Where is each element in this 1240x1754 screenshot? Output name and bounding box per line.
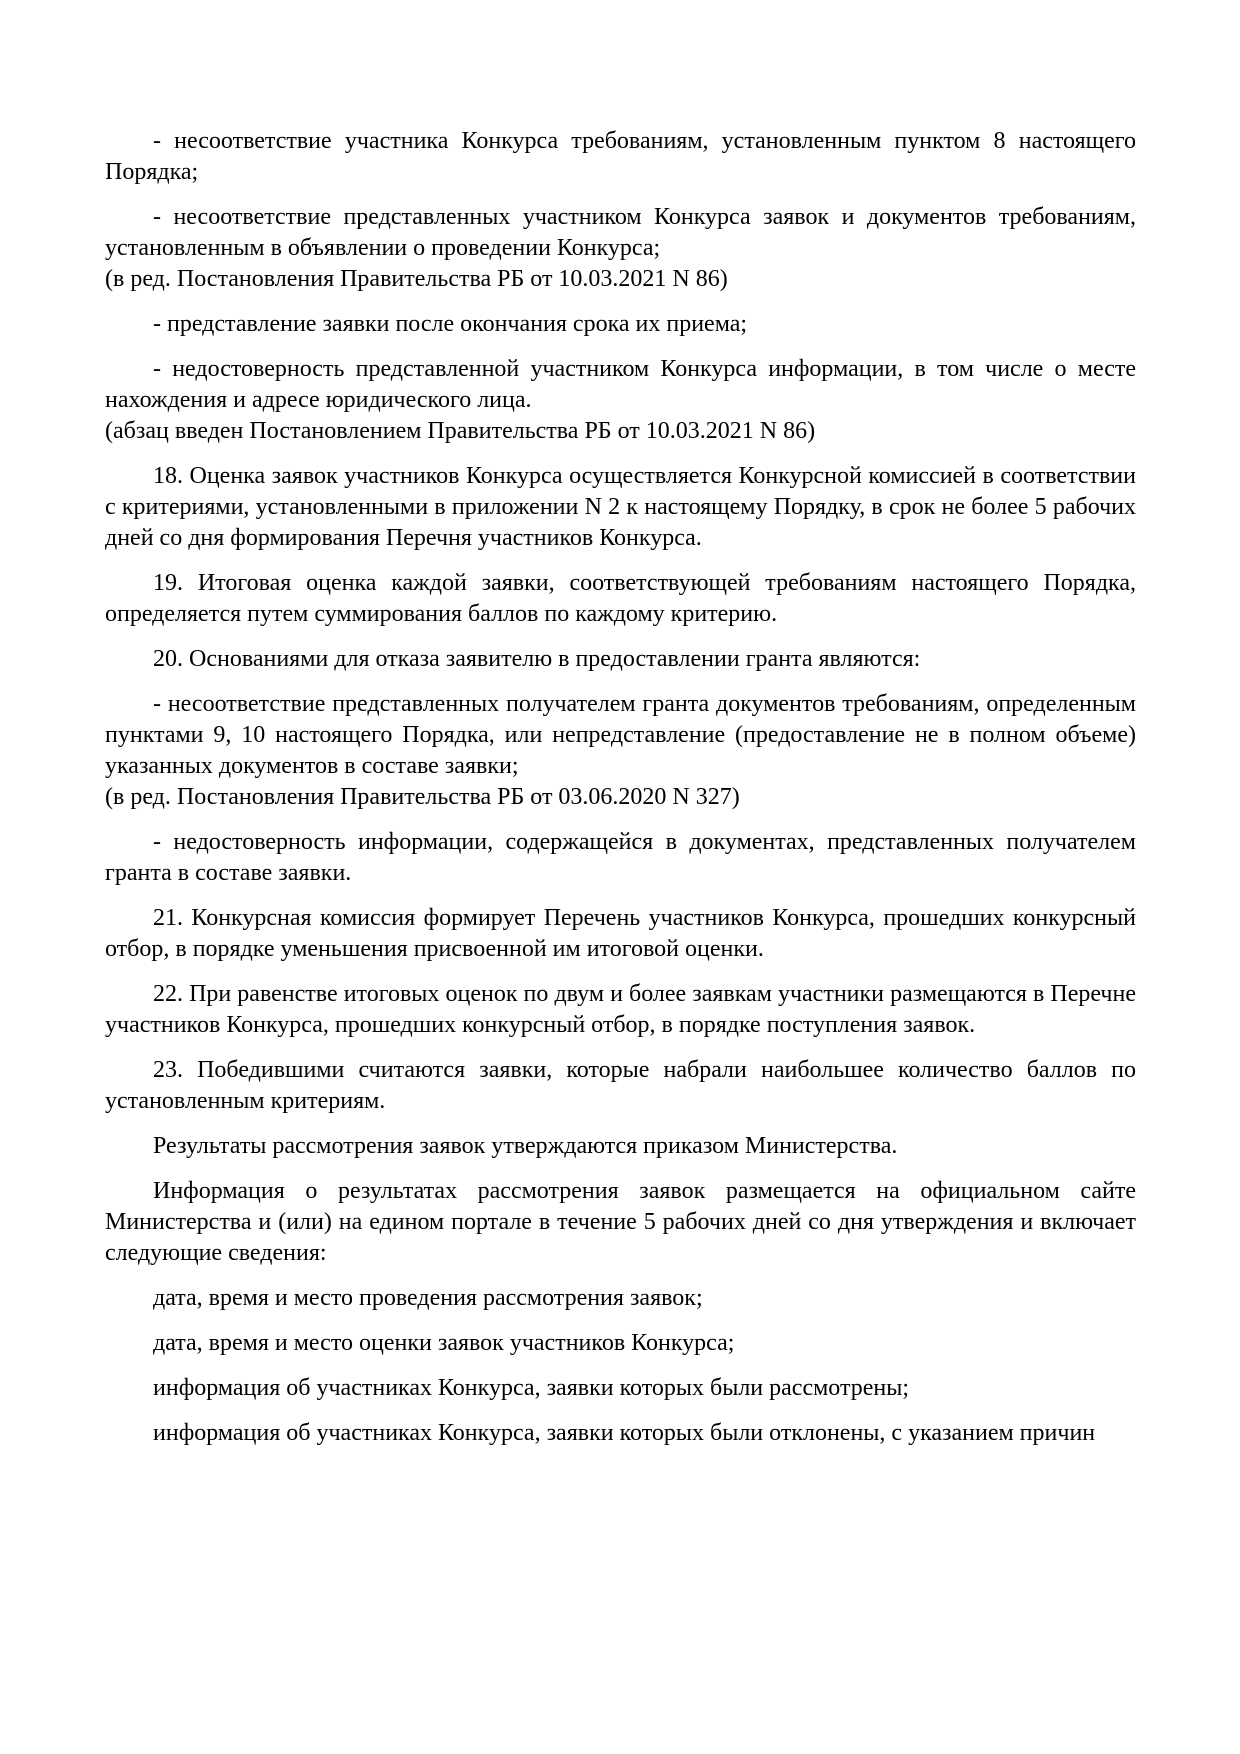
paragraph-text: 20. Основаниями для отказа заявителю в предоставлении гранта являются: [153,646,921,672]
paragraph [105,644,1136,675]
paragraph-text: - несоответствие представленных участником Конкурса заявок и документов требованиям, установленным в объявлении о проведении Конкурса; [105,204,1136,261]
paragraph [105,827,1136,889]
paragraph [105,202,1136,295]
paragraph-text: дата, время и место проведения рассмотрения заявок; [153,1285,703,1311]
paragraph-text: - представление заявки после окончания срока их приема; [153,311,748,337]
paragraph [105,354,1136,447]
paragraph [105,1176,1136,1269]
paragraph-text: - несоответствие представленных получателем гранта документов требованиям, определенным пунктами 9, 10 настоящего Порядка, или непредставление (предоставление не в полном объеме) указанных документов в составе заявки; [105,691,1136,779]
paragraph-text: - недостоверность представленной участником Конкурса информации, в том числе о месте нахождения и адресе юридического лица. [105,356,1136,413]
amendment-note: (в ред. Постановления Правительства РБ от 03.06.2020 N 327) [105,784,740,810]
paragraph [105,1418,1136,1449]
paragraph-text: - несоответствие участника Конкурса требованиям, установленным пунктом 8 настоящего Порядка; [105,128,1136,185]
paragraph [105,461,1136,554]
paragraph-text: Результаты рассмотрения заявок утверждаются приказом Министерства. [153,1133,898,1159]
paragraph-text: 19. Итоговая оценка каждой заявки, соответствующей требованиям настоящего Порядка, определяется путем суммирования баллов по каждому критерию. [105,570,1136,627]
paragraph-text: Информация о результатах рассмотрения заявок размещается на официальном сайте Министерства и (или) на едином портале в течение 5 рабочих дней со дня утверждения и включает следующие сведения: [105,1178,1136,1266]
paragraph-text: - недостоверность информации, содержащейся в документах, представленных получателем гранта в составе заявки. [105,829,1136,886]
paragraph [105,1328,1136,1359]
paragraph-text: информация об участниках Конкурса, заявки которых были отклонены, с указанием причин [153,1420,1096,1446]
paragraph-text: 18. Оценка заявок участников Конкурса осуществляется Конкурсной комиссией в соответствии с критериями, установленными в приложении N 2 к настоящему Порядку, в срок не более 5 рабочих дней со дня формирования Перечня участников Конкурса. [105,463,1136,551]
paragraph [105,126,1136,188]
paragraph [105,309,1136,340]
paragraph-text: 23. Победившими считаются заявки, которые набрали наибольшее количество баллов по установленным критериям. [105,1057,1136,1114]
paragraph-text: 21. Конкурсная комиссия формирует Перечень участников Конкурса, прошедших конкурсный отбор, в порядке уменьшения присвоенной им итоговой оценки. [105,905,1136,962]
amendment-note: (в ред. Постановления Правительства РБ от 10.03.2021 N 86) [105,266,728,292]
document-body [105,126,1136,1449]
paragraph [105,689,1136,813]
paragraph [105,1373,1136,1404]
paragraph-text: дата, время и место оценки заявок участников Конкурса; [153,1330,735,1356]
paragraph [105,979,1136,1041]
paragraph [105,903,1136,965]
amendment-note: (абзац введен Постановлением Правительства РБ от 10.03.2021 N 86) [105,418,816,444]
paragraph [105,568,1136,630]
paragraph-text: информация об участниках Конкурса, заявки которых были рассмотрены; [153,1375,910,1401]
paragraph-text: 22. При равенстве итоговых оценок по двум и более заявкам участники размещаются в Перечне участников Конкурса, прошедших конкурсный отбор, в порядке поступления заявок. [105,981,1136,1038]
paragraph [105,1131,1136,1162]
paragraph [105,1055,1136,1117]
paragraph [105,1283,1136,1314]
